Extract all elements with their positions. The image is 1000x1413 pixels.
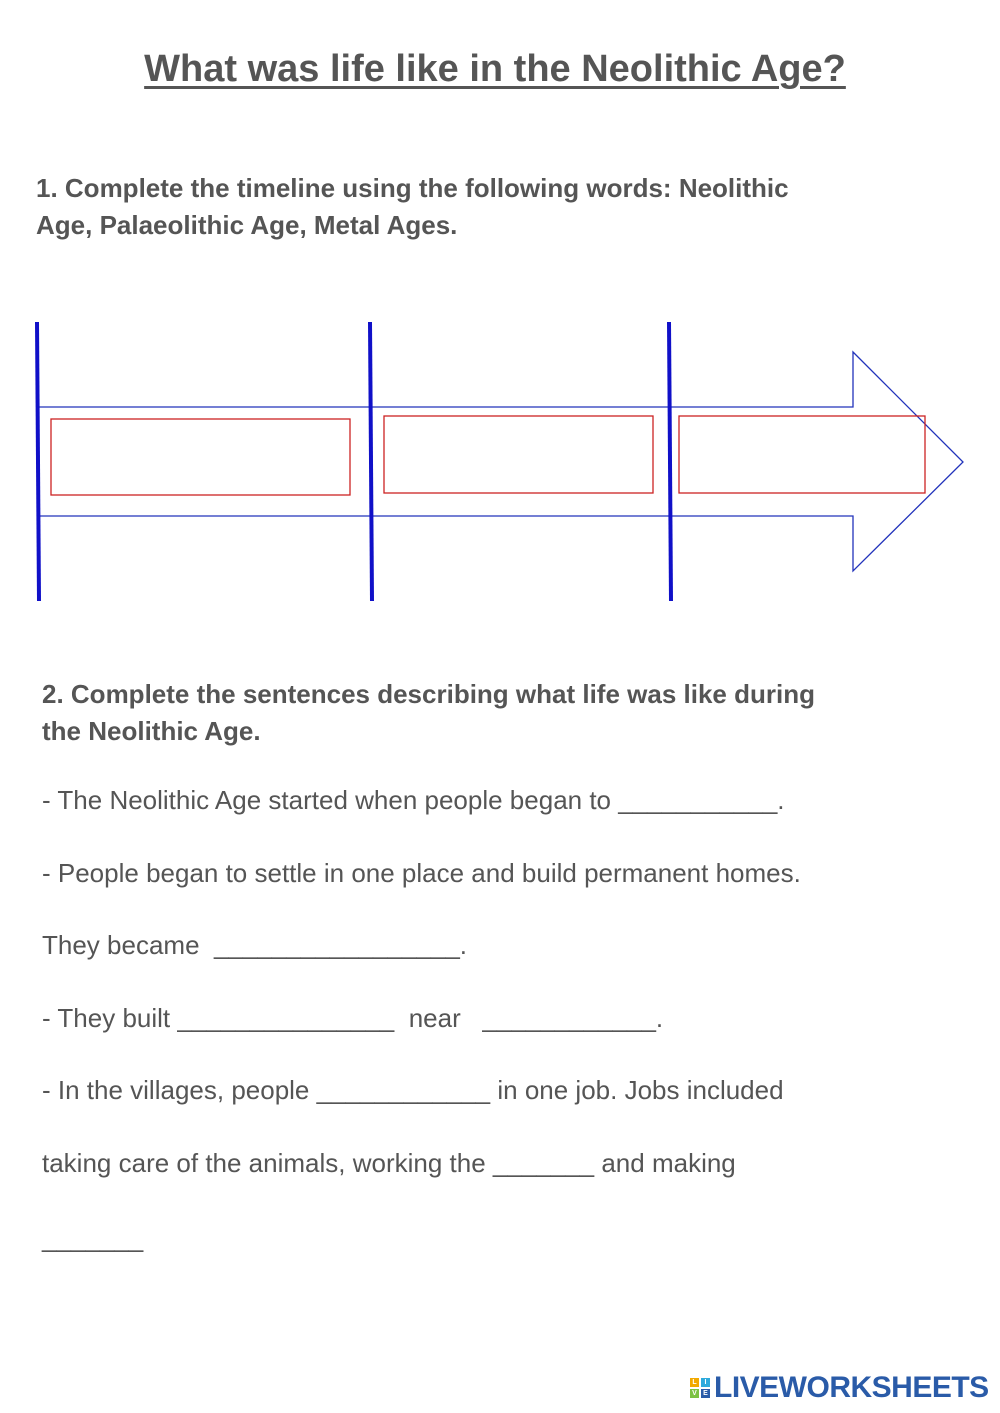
logo-letter: I — [701, 1378, 710, 1387]
sentence-they-became[interactable]: They became _________________. — [42, 930, 468, 960]
sentence-making-blank[interactable]: _______ — [42, 1223, 144, 1253]
timeline-divider-3 — [669, 322, 671, 601]
question-1-line-2: Age, Palaeolithic Age, Metal Ages. — [36, 210, 458, 240]
sentence-villages[interactable]: - In the villages, people ____________ in one job. Jobs included — [42, 1075, 784, 1105]
liveworksheets-logo — [690, 1373, 989, 1403]
sentence-jobs[interactable]: taking care of the animals, working the _______ and making — [42, 1148, 736, 1178]
logo-letter: L — [690, 1378, 699, 1387]
timeline-answer-box-1[interactable] — [51, 419, 350, 495]
timeline-answer-box-3[interactable] — [679, 416, 925, 493]
sentence-settle: - People began to settle in one place and build permanent homes. — [42, 858, 801, 888]
timeline-divider-2 — [370, 322, 372, 601]
question-2-line-2: the Neolithic Age. — [42, 716, 261, 746]
logo-letter: E — [701, 1389, 710, 1398]
sentence-they-built[interactable]: - They built _______________ near ____________. — [42, 1003, 664, 1033]
timeline-answer-box-2[interactable] — [384, 416, 653, 493]
logo-text: LIVEWORKSHEETS — [714, 1371, 989, 1404]
question-1-line-1: 1. Complete the timeline using the following words: Neolithic — [36, 173, 789, 203]
question-2-line-1: 2. Complete the sentences describing what life was like during — [42, 679, 815, 709]
page-title: What was life like in the Neolithic Age? — [144, 48, 846, 90]
question-1-instruction — [36, 170, 936, 244]
logo-letter: V — [690, 1389, 699, 1398]
timeline-divider-1 — [37, 322, 39, 601]
logo-mark-icon — [690, 1378, 710, 1398]
question-2-instruction — [42, 676, 962, 750]
timeline-diagram — [0, 310, 1000, 610]
sentence-started-when[interactable]: - The Neolithic Age started when people began to ___________. — [42, 785, 785, 815]
